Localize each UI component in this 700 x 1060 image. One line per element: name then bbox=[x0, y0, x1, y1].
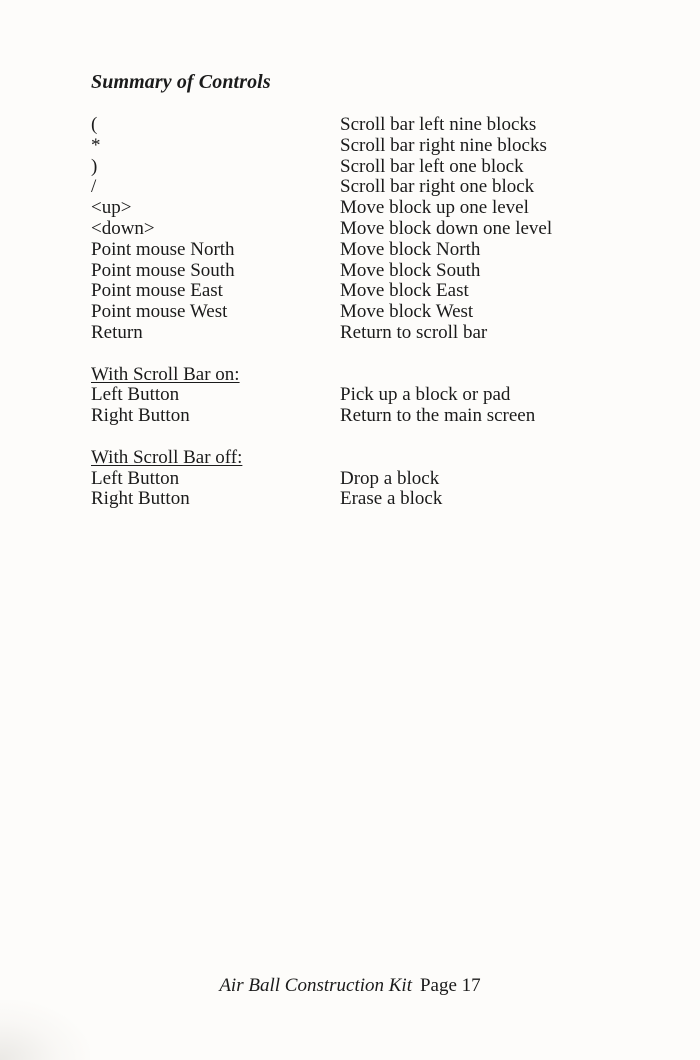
control-row bbox=[91, 240, 651, 261]
page-number: Page 17 bbox=[419, 975, 481, 996]
control-row bbox=[91, 115, 651, 136]
control-row bbox=[91, 385, 651, 406]
section-heading-row bbox=[91, 448, 651, 469]
control-row bbox=[91, 323, 651, 344]
control-key: Point mouse South bbox=[91, 259, 235, 281]
control-key: ) bbox=[91, 155, 98, 177]
control-description: Drop a block bbox=[340, 467, 440, 489]
page-footer bbox=[0, 975, 700, 997]
scroll-bar-on-heading: With Scroll Bar on: bbox=[91, 363, 240, 385]
control-key: <up> bbox=[91, 197, 132, 219]
control-key: Right Button bbox=[91, 405, 190, 427]
control-key: / bbox=[91, 176, 97, 198]
control-description: Return to the main screen bbox=[340, 405, 536, 427]
control-key: Return bbox=[91, 321, 143, 343]
section-heading-row bbox=[91, 365, 651, 386]
control-key: * bbox=[91, 134, 101, 156]
control-row bbox=[91, 177, 651, 198]
control-description: Move block East bbox=[340, 280, 469, 302]
control-key: ( bbox=[91, 114, 98, 135]
control-description: Scroll bar right nine blocks bbox=[340, 134, 547, 156]
control-row bbox=[91, 157, 651, 178]
control-description: Scroll bar left nine blocks bbox=[340, 114, 537, 135]
paper-smudge bbox=[0, 1000, 90, 1060]
section-spacer bbox=[91, 344, 651, 365]
control-description: Scroll bar right one block bbox=[340, 176, 535, 198]
control-row bbox=[91, 281, 651, 302]
control-row bbox=[91, 198, 651, 219]
control-row bbox=[91, 136, 651, 157]
control-key: Left Button bbox=[91, 384, 180, 406]
control-row bbox=[91, 302, 651, 323]
control-key: Point mouse North bbox=[91, 238, 235, 260]
control-row bbox=[91, 489, 651, 510]
scroll-bar-off-heading: With Scroll Bar off: bbox=[91, 446, 243, 468]
control-description: Erase a block bbox=[340, 488, 443, 510]
control-key: Point mouse West bbox=[91, 301, 228, 323]
control-description: Pick up a block or pad bbox=[340, 384, 511, 406]
control-description: Move block North bbox=[340, 238, 481, 260]
control-description: Move block South bbox=[340, 259, 481, 281]
control-description: Return to scroll bar bbox=[340, 321, 488, 343]
control-description: Move block up one level bbox=[340, 197, 529, 219]
controls-table bbox=[91, 115, 651, 510]
page-title: Summary of Controls bbox=[91, 71, 271, 93]
section-spacer bbox=[91, 427, 651, 448]
control-key: Left Button bbox=[91, 467, 180, 489]
control-description: Move block down one level bbox=[340, 217, 553, 239]
book-title: Air Ball Construction Kit bbox=[219, 975, 412, 996]
control-row bbox=[91, 469, 651, 490]
control-description: Scroll bar left one block bbox=[340, 155, 524, 177]
control-row bbox=[91, 406, 651, 427]
control-key: <down> bbox=[91, 217, 155, 239]
control-row bbox=[91, 219, 651, 240]
control-row bbox=[91, 261, 651, 282]
control-key: Right Button bbox=[91, 488, 190, 510]
control-description: Move block West bbox=[340, 301, 474, 323]
control-key: Point mouse East bbox=[91, 280, 223, 302]
